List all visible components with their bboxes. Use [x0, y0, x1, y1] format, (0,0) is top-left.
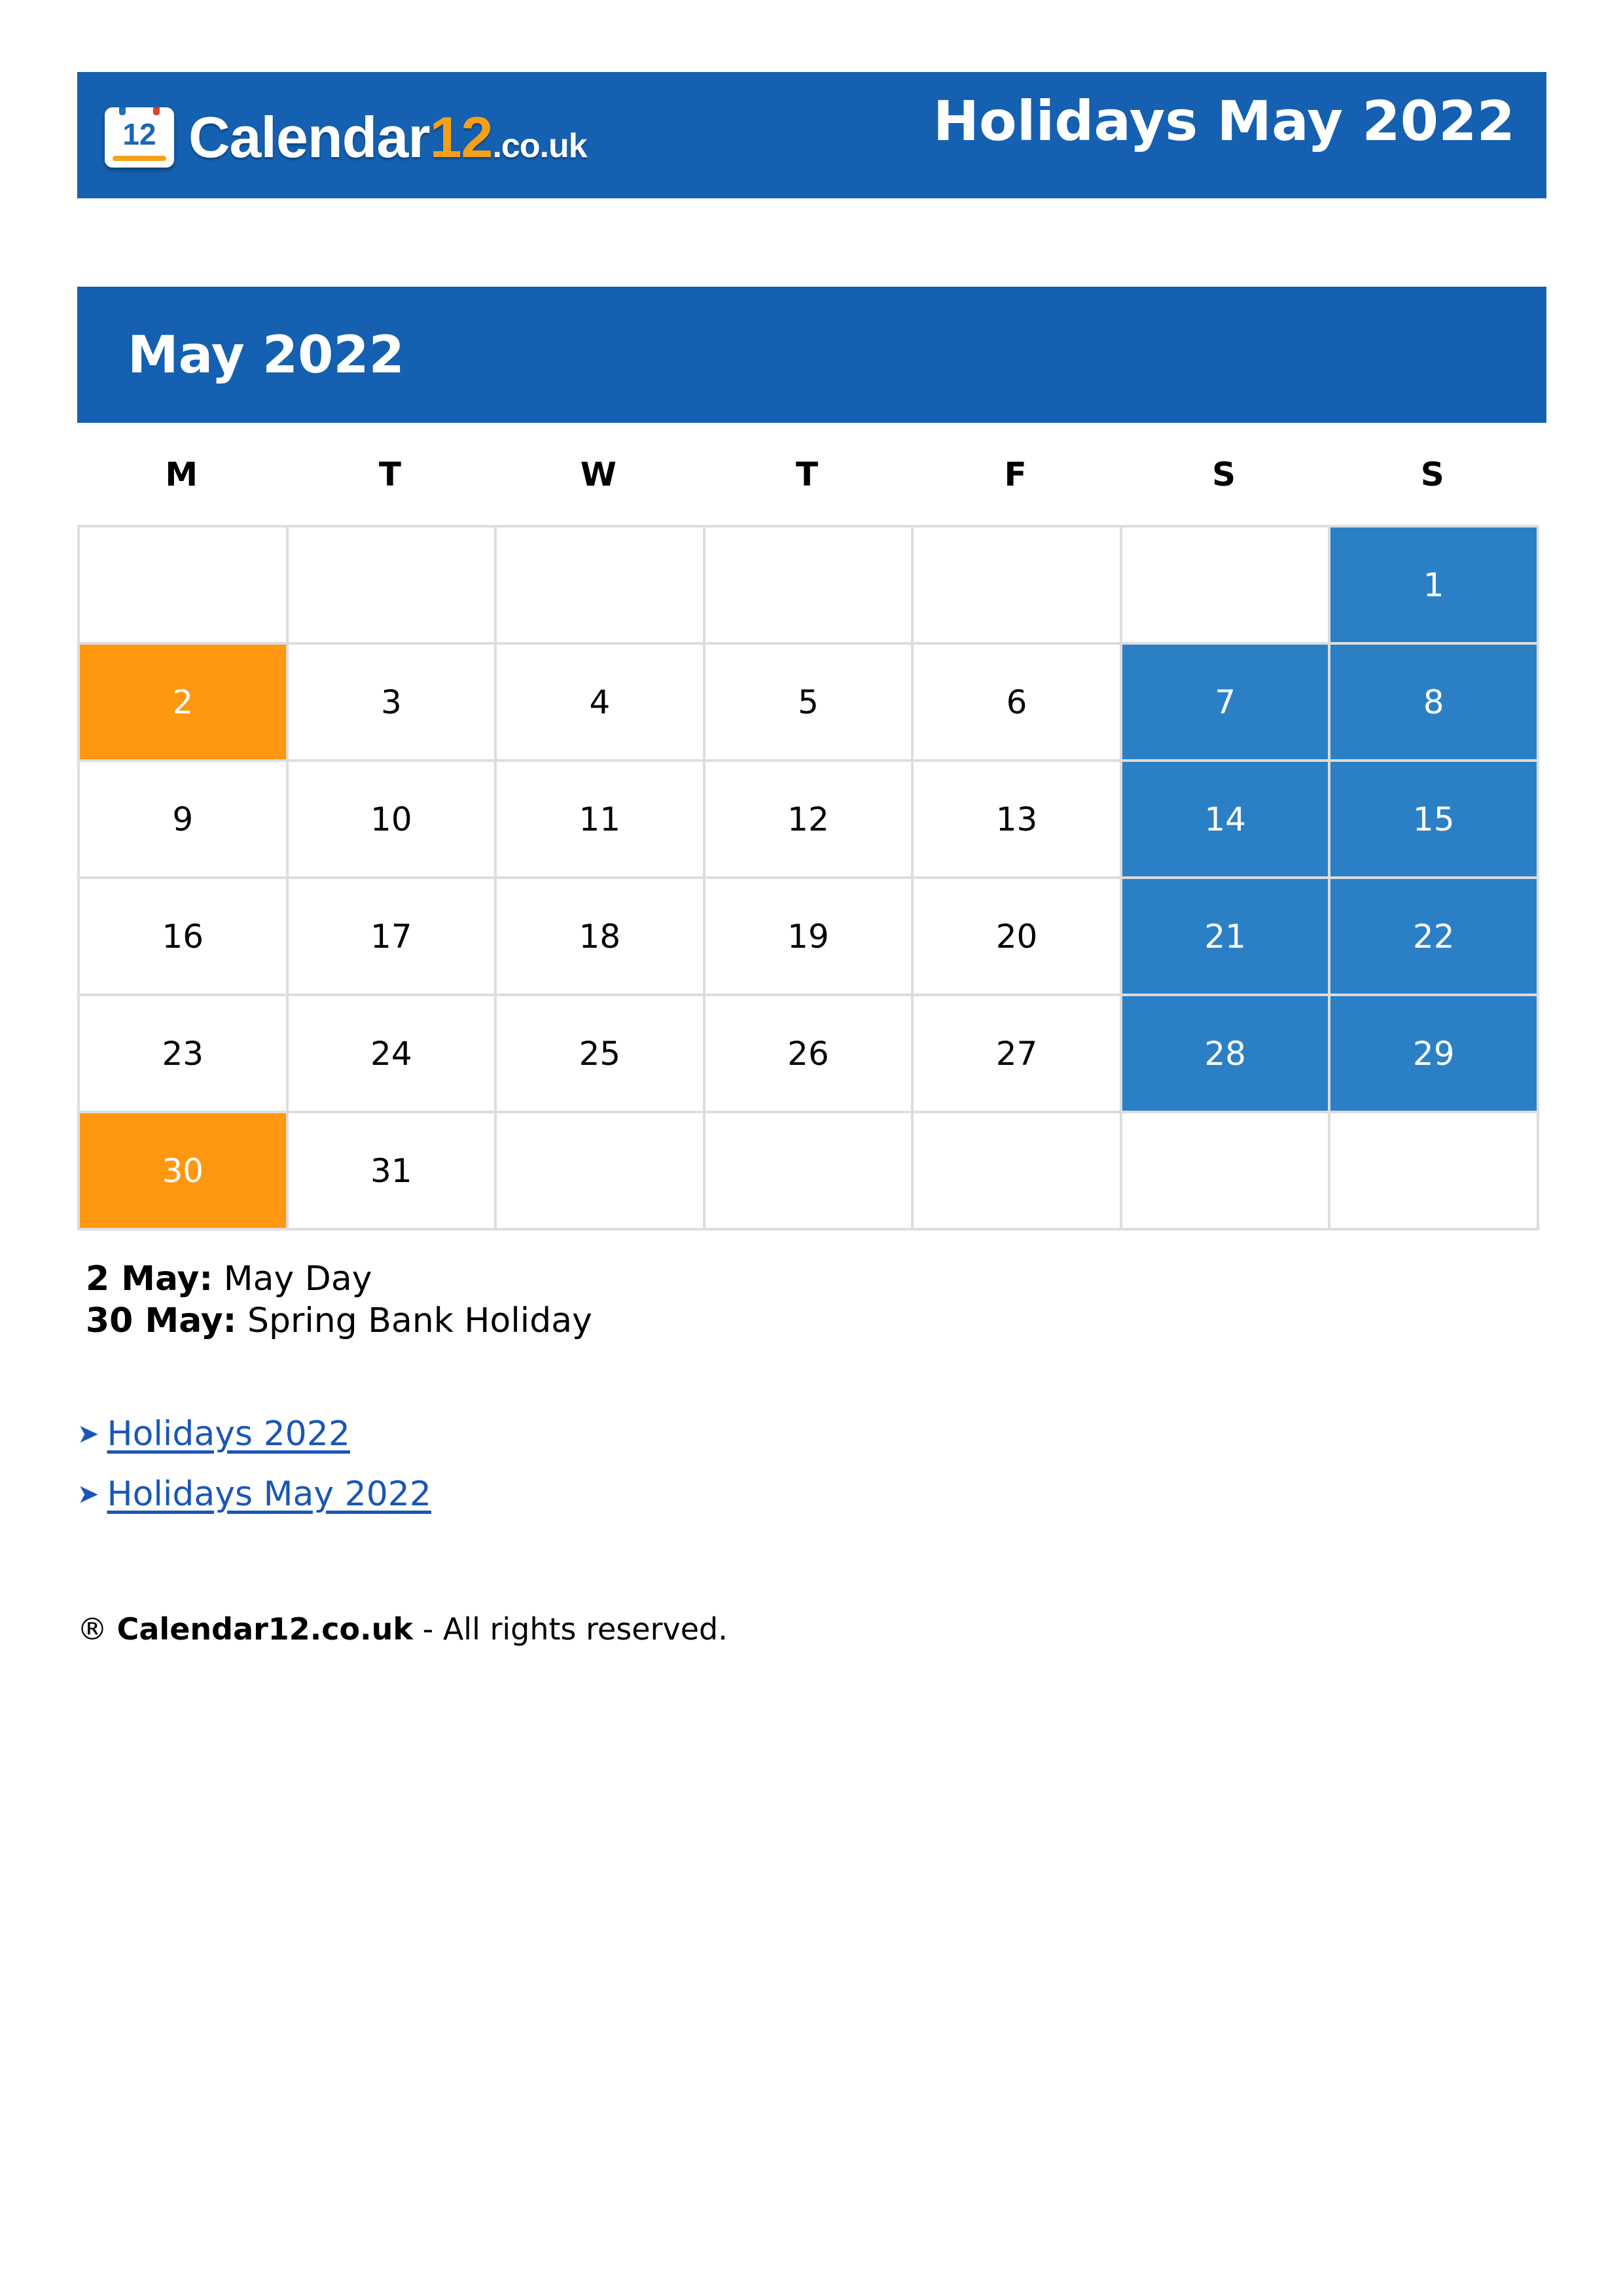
calendar-logo-icon: [105, 107, 174, 168]
day-cell[interactable]: 14: [1122, 762, 1331, 879]
day-cell[interactable]: 10: [289, 762, 497, 879]
day-cell[interactable]: 20: [914, 879, 1122, 996]
site-logo[interactable]: [105, 105, 587, 170]
weekday-label: S: [1420, 456, 1444, 493]
footer-site-name: Calendar12.co.uk: [116, 1611, 413, 1647]
holiday-date: 30 May:: [86, 1301, 237, 1340]
day-cell[interactable]: 27: [914, 996, 1122, 1113]
empty-day-cell: [705, 528, 914, 645]
day-cell[interactable]: 31: [289, 1113, 497, 1230]
calendar-ring-right: [153, 107, 160, 115]
holiday-list: [86, 1258, 592, 1342]
month-title: May 2022: [128, 326, 404, 385]
holiday-entry: [86, 1300, 592, 1342]
weekday-label: S: [1212, 456, 1236, 493]
day-cell[interactable]: 15: [1330, 762, 1539, 879]
day-cell[interactable]: 5: [705, 645, 914, 762]
weekday-label: T: [378, 456, 401, 493]
empty-day-cell: [289, 528, 497, 645]
logo-prefix: Calendar: [188, 105, 430, 170]
weekday-label: W: [580, 456, 617, 493]
related-link[interactable]: Holidays 2022: [107, 1414, 350, 1454]
related-links: [77, 1404, 431, 1524]
registered-symbol: ®: [77, 1611, 107, 1647]
empty-day-cell: [1122, 1113, 1331, 1230]
day-cell[interactable]: 7: [1122, 645, 1331, 762]
footer: [77, 1611, 728, 1647]
related-link[interactable]: Holidays May 2022: [107, 1475, 431, 1514]
empty-day-cell: [497, 1113, 705, 1230]
month-header: [77, 287, 1546, 423]
page-title: Holidays May 2022: [933, 89, 1515, 153]
holiday-name: Spring Bank Holiday: [247, 1301, 592, 1340]
empty-day-cell: [1330, 1113, 1539, 1230]
day-cell[interactable]: 19: [705, 879, 914, 996]
day-cell[interactable]: 18: [497, 879, 705, 996]
logo-wordmark: [188, 104, 587, 171]
holiday-date: 2 May:: [86, 1259, 213, 1299]
holiday-day-cell[interactable]: 2: [80, 645, 289, 762]
day-cell[interactable]: 6: [914, 645, 1122, 762]
day-cell[interactable]: 25: [497, 996, 705, 1113]
arrow-right-icon: ➤: [77, 1419, 99, 1449]
logo-icon-number: 12: [122, 117, 156, 151]
day-cell[interactable]: 1: [1330, 528, 1539, 645]
empty-day-cell: [80, 528, 289, 645]
day-cell[interactable]: 16: [80, 879, 289, 996]
calendar-grid: [77, 525, 1539, 1230]
day-cell[interactable]: 29: [1330, 996, 1539, 1113]
arrow-right-icon: ➤: [77, 1479, 99, 1509]
weekday-header-row: [77, 452, 1537, 497]
calendar-ring-left: [119, 107, 126, 115]
empty-day-cell: [705, 1113, 914, 1230]
day-cell[interactable]: 22: [1330, 879, 1539, 996]
weekday-label: M: [165, 456, 198, 493]
day-cell[interactable]: 13: [914, 762, 1122, 879]
day-cell[interactable]: 28: [1122, 996, 1331, 1113]
weekday-label: F: [1004, 456, 1027, 493]
logo-icon-bar: [113, 156, 166, 161]
day-cell[interactable]: 9: [80, 762, 289, 879]
empty-day-cell: [497, 528, 705, 645]
day-cell[interactable]: 4: [497, 645, 705, 762]
logo-number: 12: [429, 105, 493, 170]
day-cell[interactable]: 11: [497, 762, 705, 879]
weekday-label: T: [795, 456, 819, 493]
day-cell[interactable]: 26: [705, 996, 914, 1113]
holiday-name: May Day: [223, 1259, 372, 1299]
logo-tld: .co.uk: [492, 127, 587, 165]
day-cell[interactable]: 17: [289, 879, 497, 996]
link-row: [77, 1404, 431, 1464]
day-cell[interactable]: 12: [705, 762, 914, 879]
empty-day-cell: [914, 1113, 1122, 1230]
day-cell[interactable]: 3: [289, 645, 497, 762]
footer-rights: - All rights reserved.: [422, 1611, 728, 1647]
day-cell[interactable]: 21: [1122, 879, 1331, 996]
top-banner: [77, 72, 1546, 198]
link-row: [77, 1464, 431, 1524]
empty-day-cell: [1122, 528, 1331, 645]
day-cell[interactable]: 23: [80, 996, 289, 1113]
holiday-entry: [86, 1258, 592, 1300]
day-cell[interactable]: 24: [289, 996, 497, 1113]
empty-day-cell: [914, 528, 1122, 645]
holiday-day-cell[interactable]: 30: [80, 1113, 289, 1230]
day-cell[interactable]: 8: [1330, 645, 1539, 762]
